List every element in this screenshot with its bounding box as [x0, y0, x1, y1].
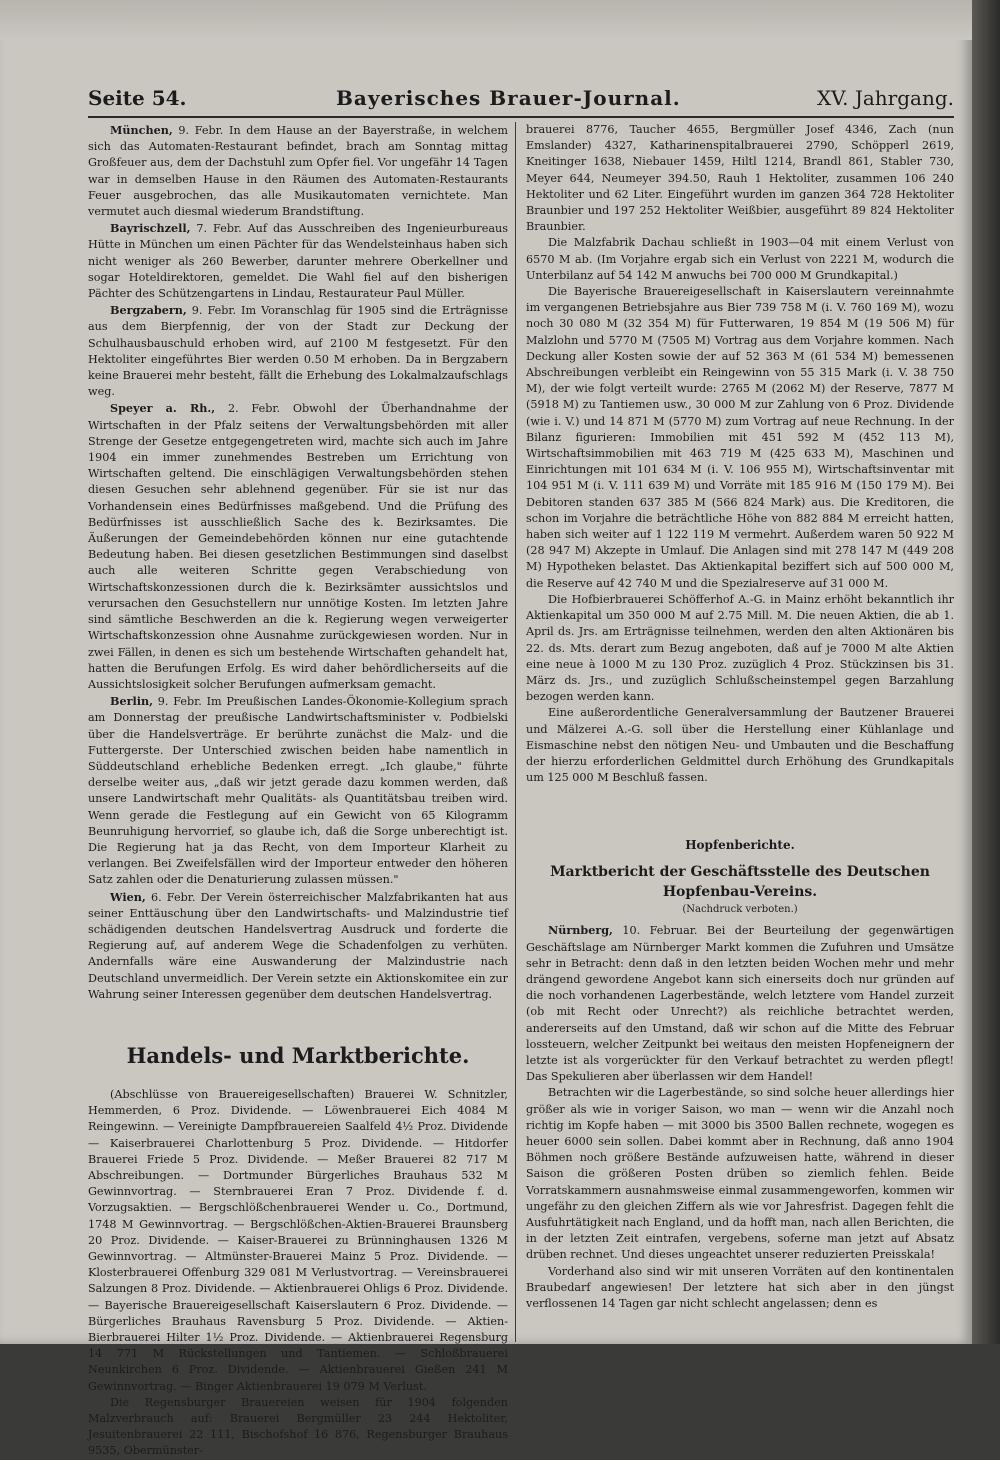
article-text: 7. Febr. Auf das Ausschreiben des Ingenieurbureaus Hütte in München um einen Pächter für das Wendelsteinhaus haben sich nicht weniger als 260 Bewerber, darunter mehrere Oberkellner und sogar Hoteldirektoren, gemeldet. Die Wahl fiel auf den bisherigen Pächter des Schützengartens in Lindau, Restaurateur Paul Müller. — [88, 222, 508, 301]
section-heading-hopfen: Hopfenberichte. — [685, 838, 795, 853]
column-divider — [515, 122, 516, 1342]
subheading-marktbericht: Marktbericht der Geschäftsstelle des Deutschen Hopfenbau-Vereins. — [550, 864, 930, 901]
volume-year: XV. Jahrgang. — [816, 86, 954, 110]
article-lead: Bayrischzell, — [110, 221, 191, 236]
article-text: 6. Febr. Der Verein österreichischer Malzfabrikanten hat aus seiner Enttäuschung über den Landwirtschafts- und Malzindustrie tief schädigenden deutschen Handelsvertrag Ausdruck und forderte die Regierung auf, auf anderem Wege die Schadenfolgen zu verhüten. Andernfalls wäre eine Auswanderung der Malzindustrie nach Deutschland unvermeidlich. Der Verein setzte ein Aktionskomitee ein zur Wahrung seiner Interessen gegenüber dem deutschen Handelsvertrag. — [88, 890, 508, 1001]
article-text: 9. Febr. Im Preußischen Landes-Ökonomie-Kollegium sprach am Donnerstag der preußische Landwirtschaftsminister v. Podbielski über die Handelsverträge. Er berührte zunächst die Malz- und die Futtergerste. Der Unterschied zwischen beiden habe namentlich in Süddeutschland erhebliche Bedenken erregt. „Ich glaube," führte derselbe weiter aus, „daß wir jetzt gerade dazu kommen werden, daß unsere Landwirtschaft mehr Qualitäts- als Quantitätsbau treiben wird. Wenn gerade die Festlegung auf ein Gewicht von 65 Kilogramm Beunruhigung hervorrief, so glaube ich, daß die Sorge unberechtigt ist. Die Regierung hat ja das Recht, von dem Importeur Klarheit zu verlangen. Bei Zweifelsfällen wird der Importeur entweder den höheren Satz zahlen oder die Denaturierung zulassen müssen." — [88, 695, 508, 887]
left-column — [88, 122, 508, 1460]
article-regensburg: Die Regensburger Brauereien weisen für 1904 folgenden Malzverbrauch auf: Brauerei Bergmüller 23 244 Hektoliter, Jesuitenbrauerei 22 111, Bischofshof 16 876, Regensburger Brauhaus 9535, Obermünster- — [88, 1395, 508, 1458]
article-text: 9. Febr. Im Voranschlag für 1905 sind die Erträgnisse aus dem Bierpfennig, der von der Stadt zur Deckung der Schulhausbauschuld erhoben wird, auf 2100 M festgesetzt. Für den Hektoliter eingeführtes Bier werden 0.50 M erhoben. Da in Bergzabern keine Brauerei mehr besteht, fällt die Erhebung des Lokalmalzaufschlags weg. — [88, 304, 508, 399]
article-text: 10. Februar. Bei der Beurteilung der gegenwärtigen Geschäftslage am Nürnberger Markt kommen die Zufuhren und Umsätze sehr in Betracht: denn daß in den letzten beiden Wochen mehr und mehr drängend gewordene Angebot kann sich einerseits doch nur gründen auf die noch vorhandenen Lagerbestände, welch letztere vom Handel zurzeit (ob mit Recht oder Unrecht?) als reichliche betrachtet werden, andererseits auf den Umstand, daß wir schon auf die Mitte des Februar lossteuern, welcher Zeitpunkt bei weitaus den meisten Hopfeneignern der letzte ist als vorgerückter für den Verkauf betrachtet zu werden pflegt! Das Spekulieren aber überlassen wir dem Handel! — [526, 924, 954, 1084]
article-wien — [88, 889, 508, 1003]
article-muenchen — [88, 122, 508, 220]
reprint-note: (Nachdruck verboten.) — [682, 904, 798, 916]
section-heading-handel: Handels- und Marktberichte. — [126, 1042, 470, 1068]
article-lagerbestaende: Betrachten wir die Lagerbestände, so sind solche heuer allerdings hier größer als wie in voriger Saison, wo man — wenn wir die Anzahl noch richtig im Kopfe haben — mit 3000 bis 3500 Ballen rechnete, wogegen es heuer 6000 sein sollen. Dabei kommt aber in Rechnung, daß anno 1904 Böhmen noch größere Bestände aufzuweisen hatte, während in dieser Saison die größeren Posten drüben so ziemlich fehlen. Beide Vorratskammern ausnahmsweise einmal zusammengeworfen, kommen wir ungefähr zu den gleichen Ziffern als wie vor Jahresfrist. Dagegen fehlt die Ausfuhrtätigkeit nach England, und da hofft man, nach allen Berichten, die in der letzten Zeit eintrafen, vergebens, soferne man jetzt auf Absatz drüben rechnet. Und dieses ungeachtet unserer reduzierten Preisskala! — [526, 1086, 954, 1262]
article-text: 9. Febr. In dem Hause an der Bayerstraße, in welchem sich das Automaten-Restaurant befindet, brach am Sonntag mittag Großfeuer aus, dem der Dachstuhl zum Opfer fiel. Vor ungefähr 14 Tagen war in demselben Hause in den Räumen des Automaten-Restaurants Feuer ausgebrochen, das alle Musikautomaten vernichtete. Man vermutet auch diesmal wiederum Brandstiftung. — [88, 124, 508, 219]
page-header — [88, 86, 954, 116]
article-lead: Wien, — [110, 889, 146, 904]
journal-title: Bayerisches Brauer-Journal. — [336, 86, 681, 110]
article-berlin — [88, 693, 508, 888]
article-nuernberg — [526, 922, 954, 1085]
article-bergzabern — [88, 302, 508, 400]
article-lead: Berlin, — [110, 694, 153, 709]
header-rule — [88, 116, 954, 118]
page-number: Seite 54. — [88, 86, 187, 110]
article-bayrischzell — [88, 220, 508, 302]
article-lead: Bergzabern, — [110, 303, 187, 318]
article-lead: München, — [110, 123, 173, 137]
article-dachau: Die Malzfabrik Dachau schließt in 1903—04 mit einem Verlust von 6570 M ab. (Im Vorjahre ergab sich ein Verlust von 2221 M, wodurch die Unterbilanz auf 54 142 M anwuchs bei 700 000 M Grundkapital.) — [526, 236, 954, 282]
right-column — [526, 122, 954, 1312]
article-abschluesse: (Abschlüsse von Brauereigesellschaften) Brauerei W. Schnitzler, Hemmerden, 6 Proz. Dividende. — Löwenbrauerei Eich 4084 M Reingewinn. — Vereinigte Dampfbrauereien Saalfeld 4½ Proz. Dividende — Kaiserbrauerei Charlottenburg 5 Proz. Dividende. — Hitdorfer Brauerei Friede 5 Proz. Dividende. — Meßer Brauerei 82 717 M Abschreibungen. — Dortmunder Bürgerliches Brauhaus 532 M Gewinnvortrag. — Sternbrauerei Eran 7 Proz. Dividende f. d. Vorzugsaktien. — Bergschlößchenbrauerei Wender u. Co., Dortmund, 1748 M Gewinnvortrag. — Bergschlößchen-Aktien-Brauerei Braunsberg 20 Proz. Dividende. — Kaiser-Brauerei zu Brünninghausen 1326 M Gewinnvortrag. — Altmünster-Brauerei Mainz 5 Proz. Dividende. — Klosterbrauerei Offenburg 329 081 M Verlustvortrag. — Vereinsbrauerei Salzungen 8 Proz. Dividende. — Aktienbrauerei Ohligs 6 Proz. Dividende. — Bayerische Brauereigesellschaft Kaiserslautern 6 Proz. Dividende. — Bürgerliches Brauhaus Ravensburg 5 Proz. Dividende. — Aktien-Bierbrauerei Hilter 1½ Proz. Dividende. — Aktienbrauerei Regensburg 14 771 M Rückstellungen und Tantiemen. — Schloßbrauerei Neunkirchen 6 Proz. Dividende. — Aktienbrauerei Gießen 241 M Gewinnvortrag. — Binger Aktienbrauerei 19 079 M Verlust. — [88, 1087, 508, 1393]
article-kaiserslautern: Die Bayerische Brauereigesellschaft in Kaiserslautern vereinnahmte im vergangenen Betriebsjahre aus Bier 739 758 M (i. V. 760 169 M), wozu noch 30 080 M (32 354 M) für Futterwaren, 19 854 M (19 506 M) für Malzlohn und 5770 M (7505 M) Vortrag aus dem Vorjahre kommen. Nach Deckung aller Kosten sowie der auf 52 363 M (61 534 M) bemessenen Abschreibungen verbleibt ein Reingewinn von 55 315 Mark (i. V. 38 750 M), der wie folgt verteilt wurde: 2765 M (2062 M) der Reserve, 7877 M (5918 M) zu Tantiemen usw., 30 000 M zur Zahlung von 6 Proz. Dividende (wie i. V.) und 14 871 M (5770 M) zum Vortrag auf neue Rechnung. In der Bilanz figurieren: Immobilien mit 451 592 M (452 113 M), Wirtschaftsimmobilien mit 463 719 M (425 633 M), Maschinen und Einrichtungen mit 101 634 M (i. V. 106 955 M), Wirtschaftsinventar mit 104 951 M (i. V. 111 639 M) und Vorräte mit 185 916 M (150 179 M). Bei Debitoren standen 637 385 M (566 824 Mark) aus. Die Kreditoren, die schon im Vorjahre die beträchtliche Höhe von 882 884 M erreicht hatten, haben sich weiter auf 1 122 119 M vermehrt. Außerdem waren 50 922 M (28 947 M) Akzepte in Umlauf. Die Anlagen sind mit 278 147 M (449 208 M) Hypotheken belastet. Das Aktienkapital beziffert sich auf 500 000 M, die Reserve auf 42 740 M und die Spezialreserve auf 31 000 M. — [526, 285, 954, 590]
scan-top-margin — [0, 0, 972, 40]
article-schoefferhof: Die Hofbierbrauerei Schöfferhof A.-G. in Mainz erhöht bekanntlich ihr Aktienkapital um 350 000 M auf 2.75 Mill. M. Die neuen Aktien, die ab 1. April ds. Jrs. am Erträgnisse teilnehmen, werden den alten Aktionären bis 22. ds. Mts. derart zum Bezug angeboten, daß auf je 7000 M alte Aktien eine neue à 1000 M zu 130 Proz. zuzüglich 4 Proz. Stückzinsen bis 31. März ds. Jrs., und zuzüglich Schlußscheinstempel gegen Barzahlung bezogen werden kann. — [526, 592, 954, 704]
article-regensburg-continued: brauerei 8776, Taucher 4655, Bergmüller Josef 4346, Zach (nun Emslander) 4327, Katharinenspitalbrauerei 2790, Schöpperl 2619, Kneitinger 1638, Niebauer 1459, Hiltl 1214, Brandl 861, Stabler 730, Meyer 644, Neumeyer 394.50, Rauh 1 Hektoliter, zusammen 106 240 Hektoliter und 62 Liter. Eingeführt wurden im ganzen 364 728 Hektoliter Braunbier und 197 252 Hektoliter Weißbier, ausgeführt 89 824 Hektoliter Braunbier. — [526, 123, 954, 234]
article-text: 2. Febr. Obwohl der Überhandnahme der Wirtschaften in der Pfalz seitens der Verwaltungsbehörden mit aller Strenge der Gesetze entgegengetreten wird, machte sich auch im Jahre 1904 ein immer zunehmendes Bestreben um Errichtung von Wirtschaften geltend. Die einschlägigen Verwaltungsbehörden stehen diesen Gesuchen sehr ablehnend gegenüber. Für sie ist nur das Vorhandensein eines Bedürfnisses maßgebend. Und die Prüfung des Bedürfnisses ist ausschließlich Sache des k. Bezirksamtes. Die Äußerungen der Gemeindebehörden können nur eine gutachtende Bedeutung haben. Bei diesen gesetzlichen Bestimmungen sind daselbst auch alle weiteren Schritte gegen Verabschiedung von Wirtschaftskonzessionen durch die k. Bezirksämter aussichtslos und verursachen den Gesuchstellern nur unnötige Kosten. Im letzten Jahre sind sämtliche Beschwerden an die k. Regierung wegen verweigerter Wirtschaftskonzession ohne Ausnahme zurückgewiesen worden. Nur in zwei Fällen, in denen es sich um bestehende Wirtschaften gehandelt hat, hatten die Berufungen Erfolg. Es wird daher behördlicherseits auf die Aussichtslosigkeit solcher Berufungen aufmerksam gemacht. — [88, 402, 509, 691]
article-speyer — [88, 400, 508, 693]
article-lead: Speyer a. Rh., — [110, 401, 216, 416]
book-binding-edge — [972, 0, 1000, 1344]
article-bautzen: Eine außerordentliche Generalversammlung der Bautzener Brauerei und Mälzerei A.-G. soll über die Herstellung einer Kühlanlage und Eismaschine nebst den nötigen Neu- und Umbauten und die Beschaffung der hierzu erforderlichen Geldmittel durch Erhöhung des Grundkapitals um 125 000 M Beschluß fassen. — [526, 706, 954, 785]
article-lead: Nürnberg, — [548, 923, 613, 938]
article-vorderhand: Vorderhand also sind wir mit unseren Vorräten auf den kontinentalen Braubedarf angewiesen! Der letztere hat sich aber in den jüngst verflossenen 14 Tagen gar nicht schlecht angelassen; denn es — [526, 1264, 954, 1310]
